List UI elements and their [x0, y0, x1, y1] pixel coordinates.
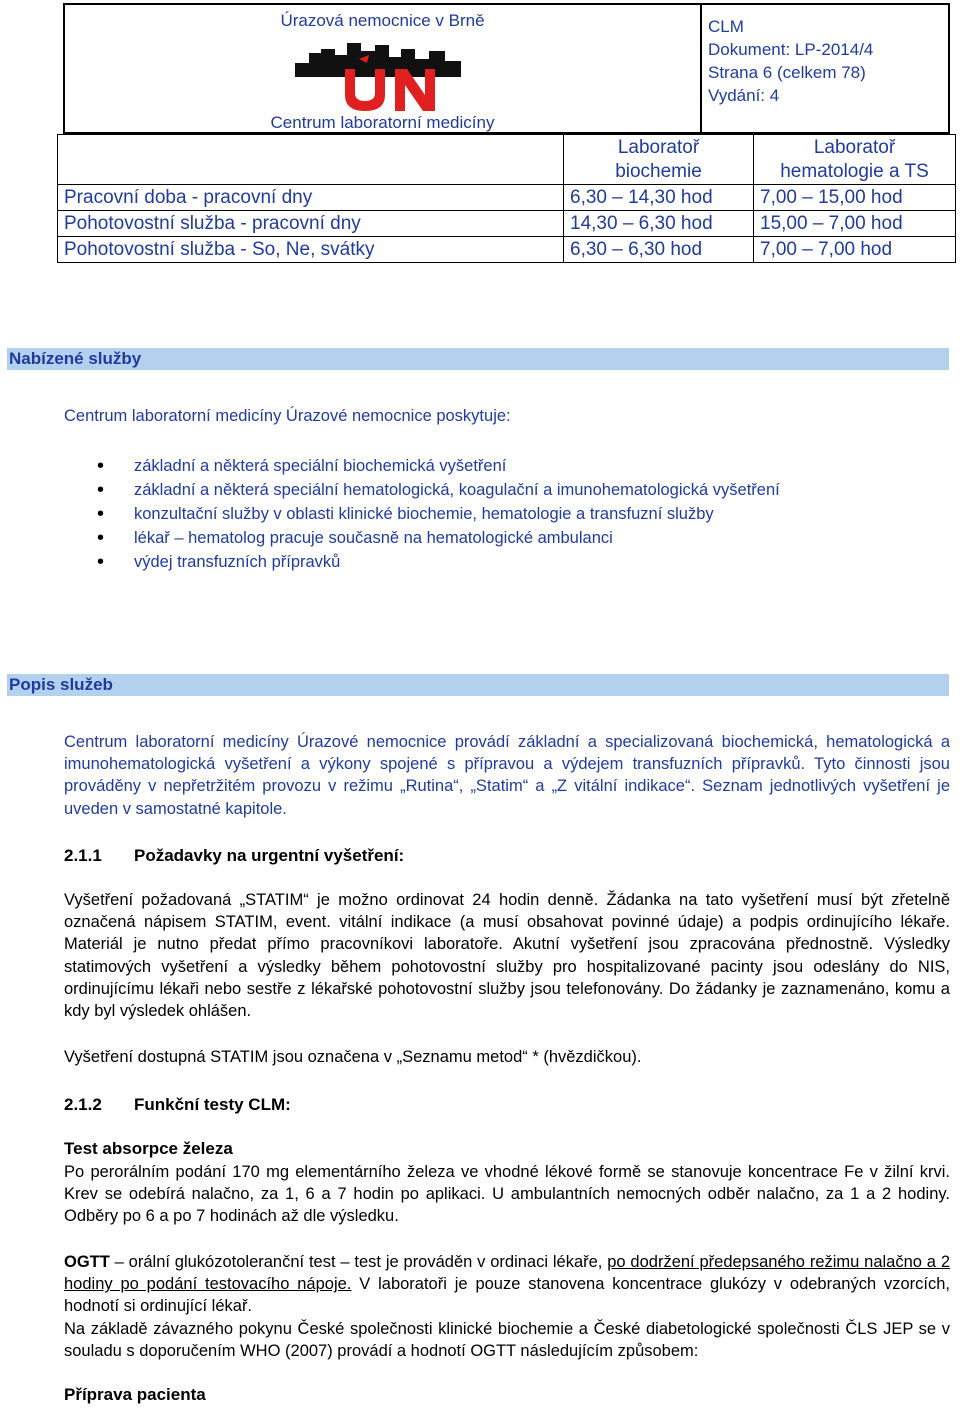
biochem-hours: 6,30 – 14,30 hod — [564, 185, 754, 211]
hospital-name: Úrazová nemocnice v Brně — [280, 11, 485, 30]
list-item: • konzultační služby v oblasti klinické biochemie, hematologie a transfuzní služby — [97, 502, 780, 526]
table-row — [58, 185, 956, 211]
doc-line-clm: CLM — [708, 17, 744, 36]
doc-line-page: Strana 6 (celkem 78) — [708, 63, 866, 82]
document-header — [63, 3, 950, 134]
ogtt-guideline-text: Na základě závazného pokynu České společnosti klinické biochemie a České diabetologické společnosti ČLS JEP se v souladu s doporučením WHO (2007) provádí a hodnotí OGTT následujícím způsobem: — [64, 1320, 950, 1361]
doc-line-document: Dokument: LP-2014/4 — [708, 40, 874, 59]
section-number: 2.1.2 — [64, 1095, 102, 1114]
header-left-cell — [65, 5, 702, 132]
hemat-hours: 15,00 – 7,00 hod — [754, 211, 956, 237]
urgent-text: Vyšetření požadovaná „STATIM“ je možno ordinovat 24 hodin denně. Žádanka na tato vyšetření musí být zřetelně označená nápisem STATIM, event. vitální indikace (a musí obsahovat povinné údaje) a podpis ordinujícího lékaře. Materiál je nutno předat přímo pracovníkovi laboratoře. Akutní vyšetření jsou zpracována přednostně. Výsledky statimových vyšetření a výsledky během pohotovostní služby pro hospitalizované pacinty jsou odeslány do NIS, ordinujícímu lékaři nebo sestře z lékařské pohotovostní služby jsou telefonovány. Do žádanky je zaznamenáno, komu a kdy byl výsledek ohlášen. — [64, 891, 950, 1021]
section-title-description: Popis služeb — [7, 674, 949, 696]
doc-line-edition: Vydání: 4 — [708, 86, 780, 105]
row-label: Pohotovostní služba - So, Ne, svátky — [58, 237, 564, 263]
list-item: • výdej transfuzních přípravků — [97, 550, 780, 574]
patient-prep-title: Příprava pacienta — [64, 1385, 206, 1404]
row-label: Pohotovostní služba - pracovní dny — [58, 211, 564, 237]
services-intro: Centrum laboratorní medicíny Úrazové nemocnice poskytuje: — [64, 407, 511, 425]
services-list — [97, 454, 780, 574]
col-header-biochemistry: Laboratoř biochemie — [564, 135, 754, 185]
row-label: Pracovní doba - pracovní dny — [58, 185, 564, 211]
hospital-logo — [295, 35, 475, 115]
list-item: • základní a některá speciální biochemická vyšetření — [97, 454, 780, 478]
table-header-empty — [58, 135, 564, 185]
list-item: • lékař – hematolog pracuje současně na hematologické ambulanci — [97, 526, 780, 550]
description-text: Centrum laboratorní medicíny Úrazové nemocnice provádí základní a specializovaná biochemická, hematologická a imunohematologická vyšetření a výkony spojené s přípravou a výdejem transfuzních přípravků. Tyto činnosti jsou prováděny v nepřetržitém provozu v režimu „Rutina“, „Statim“ a „Z vitální indikace“. Seznam jednotlivých vyšetření je uveden v samostatné kapitole. — [64, 733, 950, 818]
document-info — [708, 15, 873, 107]
center-name: Centrum laboratorní medicíny — [270, 113, 495, 132]
ogtt-abbr: OGTT — [64, 1253, 110, 1271]
ogtt-text: OGTT – orální glukózotoleranční test – test je prováděn v ordinaci lékaře, po dodržení předepsaného režimu nalačno a 2 hodiny po podání testovacího nápoje. V laboratoři je pouze stanovena koncentrace glukózy v odebraných vzorcích, hodnotí si ordinující lékař. — [64, 1253, 950, 1316]
biochem-hours: 14,30 – 6,30 hod — [564, 211, 754, 237]
iron-test-title: Test absorpce železa — [64, 1139, 233, 1158]
hemat-hours: 7,00 – 7,00 hod — [754, 237, 956, 263]
section-heading-212 — [64, 1095, 291, 1115]
table-row — [58, 237, 956, 263]
ogtt-underlined: po dodržení předepsaného režimu nalačno a 2 hodiny po podání testovacího nápoje. — [64, 1253, 950, 1294]
biochem-hours: 6,30 – 6,30 hod — [564, 237, 754, 263]
list-item: • základní a některá speciální hematologická, koagulační a imunohematologická vyšetření — [97, 478, 780, 502]
col-header-hematology: Laboratoř hematologie a TS — [754, 135, 956, 185]
hemat-hours: 7,00 – 15,00 hod — [754, 185, 956, 211]
iron-test-text: Po perorálním podání 170 mg elementárního železa ve vhodné lékové formě se stanovuje koncentrace Fe v žilní krvi. Krev se odebírá nalačno, za 1, 6 a 7 hodin po aplikaci. U ambulantních nemocných odběr nalačno, za 1 a 2 hodiny. Odběry po 6 a po 7 hodinách až dle výsledku. — [64, 1163, 950, 1226]
section-heading-211 — [64, 846, 404, 866]
table-row — [58, 211, 956, 237]
section-title: Požadavky na urgentní vyšetření: — [134, 846, 405, 865]
table-header-row — [58, 135, 956, 185]
section-number: 2.1.1 — [64, 846, 102, 865]
statim-note: Vyšetření dostupná STATIM jsou označena v „Seznamu metod“ * (hvězdičkou). — [64, 1048, 642, 1066]
section-title: Funkční testy CLM: — [134, 1095, 291, 1114]
working-hours-table — [57, 134, 956, 263]
section-title-services: Nabízené služby — [7, 348, 949, 370]
